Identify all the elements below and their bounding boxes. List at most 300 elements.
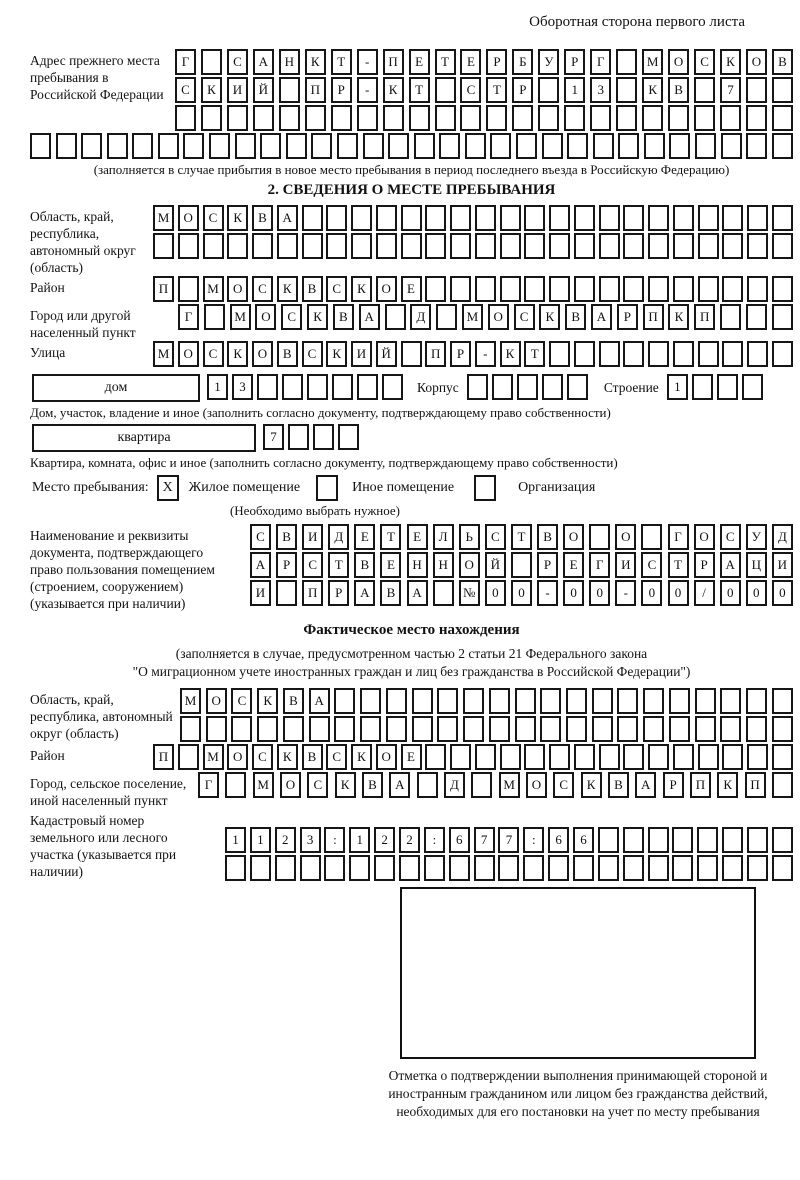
oblast-grid bbox=[153, 205, 793, 261]
fakt-note-line2: "О миграционном учете иностранных граждан и лиц без гражданства в Российской Федерации") bbox=[132, 664, 691, 679]
char-box: К bbox=[351, 744, 372, 770]
char-box: Й bbox=[253, 77, 274, 103]
char-box: К bbox=[305, 49, 326, 75]
char-box: К bbox=[720, 49, 741, 75]
char-grid-row bbox=[225, 855, 793, 881]
char-box bbox=[695, 716, 716, 742]
char-box: Б bbox=[512, 49, 533, 75]
char-box: В bbox=[354, 552, 375, 578]
char-box: В bbox=[277, 341, 298, 367]
char-box bbox=[227, 105, 248, 131]
char-box: - bbox=[357, 49, 378, 75]
kvartira-note: Квартира, комната, офис и иное (заполнить согласно документу, подтверждающему право собственности) bbox=[30, 455, 618, 470]
char-box: Т bbox=[409, 77, 430, 103]
mesto-label: Место пребывания: bbox=[32, 480, 149, 495]
char-box bbox=[360, 688, 381, 714]
char-box: Т bbox=[668, 552, 689, 578]
char-box bbox=[425, 276, 446, 302]
kvartira-row bbox=[32, 424, 793, 452]
char-box bbox=[382, 374, 403, 400]
char-box bbox=[542, 374, 563, 400]
char-box: Г bbox=[175, 49, 196, 75]
char-box bbox=[548, 855, 569, 881]
char-box: В bbox=[302, 276, 323, 302]
char-box bbox=[313, 424, 334, 450]
char-box bbox=[669, 688, 690, 714]
char-box bbox=[573, 855, 594, 881]
char-box bbox=[449, 855, 470, 881]
char-box bbox=[648, 205, 669, 231]
char-box: П bbox=[305, 77, 326, 103]
char-box bbox=[542, 133, 563, 159]
kvartira-cells bbox=[263, 424, 359, 450]
char-box: О bbox=[376, 744, 397, 770]
char-box bbox=[692, 374, 713, 400]
char-box bbox=[566, 688, 587, 714]
char-box: К bbox=[642, 77, 663, 103]
char-box: В bbox=[772, 49, 793, 75]
char-box: - bbox=[357, 77, 378, 103]
char-box bbox=[747, 276, 768, 302]
fakt-oblast-grid bbox=[180, 688, 793, 744]
char-box: 2 bbox=[275, 827, 296, 853]
char-box bbox=[540, 688, 561, 714]
char-box: Р bbox=[276, 552, 297, 578]
char-box: О bbox=[227, 276, 248, 302]
mesto-note: (Необходимо выбрать нужное) bbox=[229, 503, 401, 518]
char-box bbox=[349, 855, 370, 881]
char-box bbox=[598, 855, 619, 881]
char-box bbox=[747, 233, 768, 259]
char-box bbox=[424, 855, 445, 881]
char-grid-row bbox=[175, 49, 793, 75]
fakt-oblast-block bbox=[30, 688, 793, 744]
char-box bbox=[590, 105, 611, 131]
char-box bbox=[474, 855, 495, 881]
char-box bbox=[623, 205, 644, 231]
char-box bbox=[357, 374, 378, 400]
char-box bbox=[512, 105, 533, 131]
dom-row bbox=[32, 374, 793, 402]
char-box: Т bbox=[380, 524, 401, 550]
char-box bbox=[252, 233, 273, 259]
char-box bbox=[425, 233, 446, 259]
stroenie-cells bbox=[667, 374, 763, 400]
char-box bbox=[30, 133, 51, 159]
char-box: А bbox=[591, 304, 612, 330]
char-box: - bbox=[475, 341, 496, 367]
char-grid-row bbox=[225, 827, 793, 853]
char-box bbox=[437, 716, 458, 742]
char-box: Е bbox=[563, 552, 584, 578]
char-box bbox=[698, 205, 719, 231]
char-box: Е bbox=[401, 276, 422, 302]
char-box: К bbox=[257, 688, 278, 714]
char-box: К bbox=[351, 276, 372, 302]
char-box: О bbox=[563, 524, 584, 550]
char-box: С bbox=[485, 524, 506, 550]
char-box: О bbox=[459, 552, 480, 578]
char-box: П bbox=[153, 744, 174, 770]
char-grid-row bbox=[153, 276, 793, 302]
char-box bbox=[720, 105, 741, 131]
char-box: 1 bbox=[225, 827, 246, 853]
char-box: С bbox=[250, 524, 271, 550]
char-box bbox=[695, 688, 716, 714]
char-box bbox=[305, 105, 326, 131]
char-box bbox=[673, 233, 694, 259]
dom-cells bbox=[207, 374, 403, 400]
char-grid-row bbox=[180, 688, 793, 714]
char-box: 3 bbox=[590, 77, 611, 103]
char-box: А bbox=[250, 552, 271, 578]
char-box bbox=[153, 233, 174, 259]
char-box bbox=[467, 374, 488, 400]
char-box bbox=[772, 341, 793, 367]
char-box bbox=[338, 424, 359, 450]
char-box: С bbox=[281, 304, 302, 330]
char-box: П bbox=[302, 580, 323, 606]
char-box bbox=[471, 772, 492, 798]
char-box bbox=[439, 133, 460, 159]
char-box bbox=[747, 205, 768, 231]
char-box bbox=[363, 133, 384, 159]
char-box: Е bbox=[409, 49, 430, 75]
kadastr-label: Кадастровый номер земельного или лесного участка (указывается при наличии) bbox=[30, 813, 177, 879]
prev-address-full-row bbox=[30, 133, 793, 159]
char-box bbox=[772, 855, 793, 881]
char-box bbox=[523, 855, 544, 881]
char-box bbox=[498, 855, 519, 881]
char-box: С bbox=[203, 341, 224, 367]
char-box: М bbox=[203, 744, 224, 770]
char-box bbox=[772, 105, 793, 131]
char-box: М bbox=[153, 205, 174, 231]
char-box bbox=[178, 276, 199, 302]
char-box bbox=[357, 105, 378, 131]
char-box bbox=[490, 133, 511, 159]
char-box bbox=[589, 524, 610, 550]
char-box bbox=[275, 855, 296, 881]
char-box bbox=[288, 424, 309, 450]
char-box bbox=[331, 105, 352, 131]
char-box: А bbox=[359, 304, 380, 330]
char-box bbox=[623, 827, 644, 853]
char-box: Р bbox=[331, 77, 352, 103]
char-box: О bbox=[526, 772, 547, 798]
char-box: Н bbox=[407, 552, 428, 578]
char-box: 1 bbox=[250, 827, 271, 853]
char-box bbox=[722, 744, 743, 770]
char-box bbox=[206, 716, 227, 742]
char-box: Н bbox=[279, 49, 300, 75]
char-box: М bbox=[153, 341, 174, 367]
char-box bbox=[567, 133, 588, 159]
char-box: В bbox=[608, 772, 629, 798]
char-box: П bbox=[745, 772, 766, 798]
checkbox-zhiloe: X bbox=[157, 475, 179, 501]
prev-address-grid bbox=[175, 49, 793, 133]
char-box bbox=[564, 105, 585, 131]
char-box: К bbox=[227, 341, 248, 367]
char-box bbox=[720, 688, 741, 714]
char-box: Г bbox=[178, 304, 199, 330]
char-box bbox=[598, 827, 619, 853]
char-box: Г bbox=[590, 49, 611, 75]
gorod-block bbox=[30, 304, 793, 341]
option-inoe-label: Иное помещение bbox=[352, 480, 455, 495]
char-box bbox=[386, 688, 407, 714]
char-box bbox=[475, 276, 496, 302]
char-box: : bbox=[523, 827, 544, 853]
char-box bbox=[698, 744, 719, 770]
char-box: Л bbox=[433, 524, 454, 550]
char-box: С bbox=[460, 77, 481, 103]
char-box bbox=[694, 105, 715, 131]
prev-address-label: Адрес прежнего места пребывания в Российской Федерации bbox=[30, 53, 164, 102]
char-box bbox=[672, 827, 693, 853]
char-box bbox=[772, 827, 793, 853]
char-box: В bbox=[252, 205, 273, 231]
dom-note: Дом, участок, владение и иное (заполнить согласно документу, подтверждающему право собственности) bbox=[30, 405, 611, 420]
char-box bbox=[417, 772, 438, 798]
char-box: К bbox=[717, 772, 738, 798]
char-box: А bbox=[309, 688, 330, 714]
char-box bbox=[465, 133, 486, 159]
char-grid-row bbox=[175, 77, 793, 103]
char-box bbox=[672, 855, 693, 881]
char-box: В bbox=[362, 772, 383, 798]
char-box: М bbox=[180, 688, 201, 714]
char-box bbox=[225, 772, 246, 798]
char-box: / bbox=[694, 580, 715, 606]
char-box bbox=[158, 133, 179, 159]
char-box: С bbox=[514, 304, 535, 330]
char-box: С bbox=[641, 552, 662, 578]
kadastr-block bbox=[30, 809, 793, 883]
char-box bbox=[260, 133, 281, 159]
fakt-oblast-label: Область, край, республика, автономный округ (область) bbox=[30, 692, 173, 741]
char-box: С bbox=[302, 552, 323, 578]
char-box: Д bbox=[772, 524, 793, 550]
char-grid-row bbox=[180, 716, 793, 742]
char-box bbox=[648, 744, 669, 770]
char-box bbox=[599, 744, 620, 770]
char-box bbox=[772, 276, 793, 302]
char-box bbox=[623, 855, 644, 881]
document-grid bbox=[250, 524, 793, 608]
char-box bbox=[326, 205, 347, 231]
char-box bbox=[524, 744, 545, 770]
char-box bbox=[566, 716, 587, 742]
stroenie-label: Строение bbox=[603, 380, 659, 395]
char-box: Р bbox=[486, 49, 507, 75]
char-box bbox=[720, 716, 741, 742]
char-box bbox=[500, 276, 521, 302]
char-box bbox=[235, 133, 256, 159]
char-box: 0 bbox=[720, 580, 741, 606]
char-box: Т bbox=[524, 341, 545, 367]
char-box: С bbox=[203, 205, 224, 231]
char-box: 6 bbox=[449, 827, 470, 853]
char-box: В bbox=[333, 304, 354, 330]
char-box: Д bbox=[444, 772, 465, 798]
char-box: Р bbox=[617, 304, 638, 330]
char-box: : bbox=[424, 827, 445, 853]
char-box bbox=[538, 105, 559, 131]
char-box bbox=[178, 744, 199, 770]
char-box: Т bbox=[511, 524, 532, 550]
char-box bbox=[511, 552, 532, 578]
char-box: К bbox=[500, 341, 521, 367]
char-box bbox=[772, 688, 793, 714]
char-box: 0 bbox=[485, 580, 506, 606]
char-box: М bbox=[499, 772, 520, 798]
char-box: 1 bbox=[564, 77, 585, 103]
char-box: О bbox=[615, 524, 636, 550]
char-box bbox=[401, 233, 422, 259]
char-box bbox=[250, 855, 271, 881]
char-box bbox=[450, 205, 471, 231]
char-box bbox=[643, 716, 664, 742]
char-box bbox=[623, 744, 644, 770]
char-box: Г bbox=[589, 552, 610, 578]
char-box bbox=[574, 233, 595, 259]
char-box bbox=[257, 374, 278, 400]
char-box: Ь bbox=[459, 524, 480, 550]
char-box bbox=[772, 233, 793, 259]
char-box: С bbox=[302, 341, 323, 367]
char-box: Й bbox=[485, 552, 506, 578]
char-box: Р bbox=[450, 341, 471, 367]
char-box: С bbox=[553, 772, 574, 798]
char-grid-row bbox=[250, 524, 793, 550]
char-box: 0 bbox=[589, 580, 610, 606]
char-grid-row bbox=[153, 744, 793, 770]
char-box bbox=[720, 304, 741, 330]
char-box bbox=[383, 105, 404, 131]
char-box bbox=[599, 205, 620, 231]
char-box bbox=[492, 374, 513, 400]
char-box: 7 bbox=[474, 827, 495, 853]
char-box: М bbox=[230, 304, 251, 330]
char-box bbox=[641, 524, 662, 550]
char-box bbox=[722, 205, 743, 231]
char-box bbox=[475, 205, 496, 231]
char-box: К bbox=[335, 772, 356, 798]
char-box: Р bbox=[694, 552, 715, 578]
char-box bbox=[772, 716, 793, 742]
char-grid-row bbox=[153, 233, 793, 259]
char-box: О bbox=[668, 49, 689, 75]
char-box bbox=[746, 716, 767, 742]
char-box: К bbox=[201, 77, 222, 103]
char-box: В bbox=[302, 744, 323, 770]
char-box: Д bbox=[328, 524, 349, 550]
char-box bbox=[742, 374, 763, 400]
char-box bbox=[524, 233, 545, 259]
char-box: Р bbox=[512, 77, 533, 103]
char-box bbox=[225, 855, 246, 881]
char-box bbox=[203, 233, 224, 259]
char-box bbox=[746, 105, 767, 131]
char-box bbox=[489, 688, 510, 714]
char-box: О bbox=[694, 524, 715, 550]
char-box bbox=[599, 276, 620, 302]
char-box bbox=[409, 105, 430, 131]
char-box: И bbox=[250, 580, 271, 606]
char-box bbox=[435, 105, 456, 131]
char-box bbox=[616, 105, 637, 131]
char-box: С bbox=[231, 688, 252, 714]
char-box: - bbox=[615, 580, 636, 606]
char-box: П bbox=[383, 49, 404, 75]
char-box: Р bbox=[663, 772, 684, 798]
char-box: О bbox=[227, 744, 248, 770]
char-box bbox=[623, 233, 644, 259]
char-box: А bbox=[389, 772, 410, 798]
char-box: 3 bbox=[300, 827, 321, 853]
char-box bbox=[401, 205, 422, 231]
char-box: 6 bbox=[548, 827, 569, 853]
char-box bbox=[772, 744, 793, 770]
document-label: Наименование и реквизиты документа, подтверждающего право пользования помещением (строением, сооружением) (указывается при наличии) bbox=[30, 528, 215, 611]
char-box: Е bbox=[380, 552, 401, 578]
char-box bbox=[307, 374, 328, 400]
char-box bbox=[698, 233, 719, 259]
char-box bbox=[450, 744, 471, 770]
char-box: С bbox=[326, 744, 347, 770]
char-box bbox=[277, 233, 298, 259]
char-grid-row bbox=[153, 205, 793, 231]
char-box bbox=[673, 205, 694, 231]
char-box bbox=[81, 133, 102, 159]
char-box bbox=[500, 233, 521, 259]
char-box bbox=[746, 688, 767, 714]
checkbox-inoe bbox=[316, 475, 338, 501]
char-box bbox=[698, 341, 719, 367]
char-box bbox=[515, 688, 536, 714]
char-box bbox=[746, 77, 767, 103]
char-box bbox=[592, 688, 613, 714]
oblast-label: Область, край, республика, автономный округ (область) bbox=[30, 209, 136, 275]
char-box bbox=[593, 133, 614, 159]
char-box bbox=[549, 205, 570, 231]
char-box: О bbox=[252, 341, 273, 367]
char-box: О bbox=[280, 772, 301, 798]
char-box: К bbox=[581, 772, 602, 798]
char-box: К bbox=[277, 744, 298, 770]
char-box bbox=[279, 77, 300, 103]
char-box: 6 bbox=[573, 827, 594, 853]
char-box bbox=[623, 341, 644, 367]
char-box bbox=[538, 77, 559, 103]
char-box: И bbox=[227, 77, 248, 103]
char-box bbox=[648, 276, 669, 302]
char-box: П bbox=[643, 304, 664, 330]
char-box: Ц bbox=[746, 552, 767, 578]
oblast-block bbox=[30, 205, 793, 276]
char-box bbox=[227, 233, 248, 259]
stamp-caption: Отметка о подтверждении выполнения принимающей стороной и иностранным гражданином или лицом без гражданства действий, необходимых для его постановки на учет по месту пребывания bbox=[388, 1068, 768, 1119]
raion-label: Район bbox=[30, 280, 65, 295]
char-box: И bbox=[615, 552, 636, 578]
char-box bbox=[722, 827, 743, 853]
stamp-box bbox=[400, 887, 756, 1059]
kvartira-field-label: квартира bbox=[32, 424, 256, 452]
gorod-label: Город или другой населенный пункт bbox=[30, 308, 136, 340]
char-box: А bbox=[354, 580, 375, 606]
